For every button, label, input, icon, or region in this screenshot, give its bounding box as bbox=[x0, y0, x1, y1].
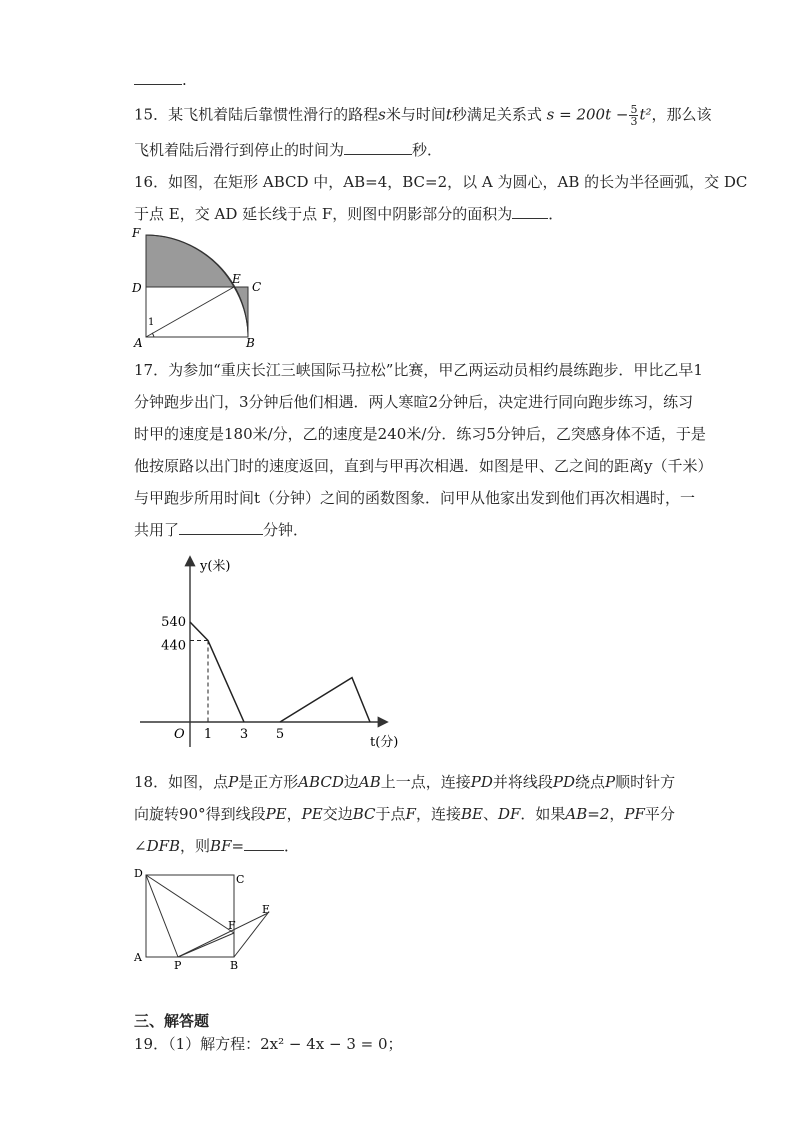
label-b: B bbox=[246, 336, 255, 350]
label-d: D bbox=[134, 867, 143, 880]
q17-line3: 时甲的速度是180米/分，乙的速度是240米/分．练习5分钟后，乙突感身体不适，于是 bbox=[134, 425, 706, 443]
answer-blank[interactable] bbox=[179, 520, 263, 535]
q17-line1: 17．为参加“重庆长江三峡国际马拉松”比赛，甲乙两运动员相约晨练跑步．甲比乙早1 bbox=[134, 361, 703, 379]
series-line-2 bbox=[280, 678, 370, 722]
question-number: 17． bbox=[134, 361, 169, 379]
label-f: F bbox=[132, 226, 141, 240]
answer-blank[interactable] bbox=[244, 836, 284, 851]
q17-line4: 他按原路以出门时的速度返回，直到与甲再次相遇．如图是甲、乙之间的距离y（千米） bbox=[134, 457, 713, 475]
y-tick-label: 540 bbox=[161, 615, 186, 630]
q19-line1: 19．（1）解方程：2x² − 4x − 3 = 0； bbox=[134, 1035, 403, 1053]
angle-mark bbox=[152, 333, 154, 337]
segment-be bbox=[234, 913, 268, 957]
series-line-1 bbox=[190, 622, 244, 722]
label-a: A bbox=[134, 951, 142, 964]
label-b: B bbox=[230, 959, 239, 972]
q18-line2: 向旋转90°得到线段PE，PE交边BC于点F，连接BE、DF．如果AB=2，PF平分 bbox=[134, 805, 675, 823]
q17-line6: 共用了 分钟． bbox=[134, 521, 309, 539]
segment-pe bbox=[178, 913, 268, 957]
y-tick-label: 440 bbox=[161, 638, 186, 654]
q16-figure bbox=[130, 225, 270, 350]
q15-line2: 飞机着陆后滑行到停止的时间为 秒． bbox=[134, 141, 443, 159]
label-e: E bbox=[262, 903, 271, 916]
segment-dp bbox=[146, 875, 178, 957]
label-d: D bbox=[132, 281, 142, 295]
square-abcd bbox=[146, 875, 234, 957]
x-axis-label: t(分) bbox=[370, 735, 399, 750]
section-title: 三、解答题 bbox=[134, 1012, 210, 1030]
label-c: C bbox=[252, 280, 262, 294]
answer-blank[interactable] bbox=[512, 204, 548, 219]
answer-blank[interactable] bbox=[134, 70, 182, 85]
q16-line1: 16．如图，在矩形 ABCD 中，AB=4，BC=2，以 A 为圆心，AB 的长为半径画弧，交 DC bbox=[134, 173, 748, 191]
question-number: 15． bbox=[134, 105, 169, 124]
q17-line2: 分钟跑步出门，3分钟后他们相遇．两人寒暄2分钟后，决定进行同向跑步练习，练习 bbox=[134, 393, 694, 411]
label-e: E bbox=[232, 272, 241, 286]
formula: s = 200t − bbox=[546, 105, 629, 124]
segment-pf bbox=[178, 933, 234, 957]
q14-tail: . bbox=[134, 70, 187, 90]
fraction: $\frac{5}{3}$ bbox=[630, 103, 638, 128]
label-a: A bbox=[134, 336, 143, 350]
q15-line1: 15．某飞机着陆后靠惯性滑行的路程s米与时间t秒满足关系式 s = 200t − $\frac{5}{3}$ t²，那么该 bbox=[134, 103, 712, 128]
label-c: C bbox=[236, 873, 245, 886]
question-number: 16． bbox=[134, 173, 169, 191]
x-tick-label: 1 bbox=[203, 727, 213, 742]
shaded-region-c bbox=[234, 287, 248, 333]
rectangle-abcd bbox=[146, 287, 248, 337]
segment-ae bbox=[146, 287, 234, 337]
q18-line1: 18．如图，点P是正方形ABCD边AB上一点，连接PD并将线段PD绕点P顺时针方 bbox=[134, 773, 676, 791]
x-tick-label: 5 bbox=[275, 727, 285, 742]
shaded-region bbox=[146, 235, 234, 287]
q17-line5: 与甲跑步所用时间t（分钟）之间的函数图象．问甲从他家出发到他们再次相遇时，一 bbox=[134, 489, 696, 507]
y-axis-label: y(米) bbox=[200, 559, 231, 574]
segment-df bbox=[146, 875, 234, 933]
answer-blank[interactable] bbox=[344, 140, 412, 155]
label-p: P bbox=[174, 959, 182, 972]
x-tick-label: 3 bbox=[239, 727, 249, 742]
label-f: F bbox=[228, 919, 236, 932]
q18-figure bbox=[130, 865, 280, 975]
q18-line3: ∠DFB，则BF= ． bbox=[134, 837, 300, 855]
label-angle-1: 1 bbox=[148, 317, 155, 328]
question-number: 18． bbox=[134, 773, 169, 791]
q16-line2: 于点 E，交 AD 延长线于点 F，则图中阴影部分的面积为 ． bbox=[134, 205, 564, 223]
q17-graph bbox=[130, 552, 420, 752]
question-number: 19． bbox=[134, 1035, 169, 1053]
origin-label: O bbox=[174, 727, 185, 742]
